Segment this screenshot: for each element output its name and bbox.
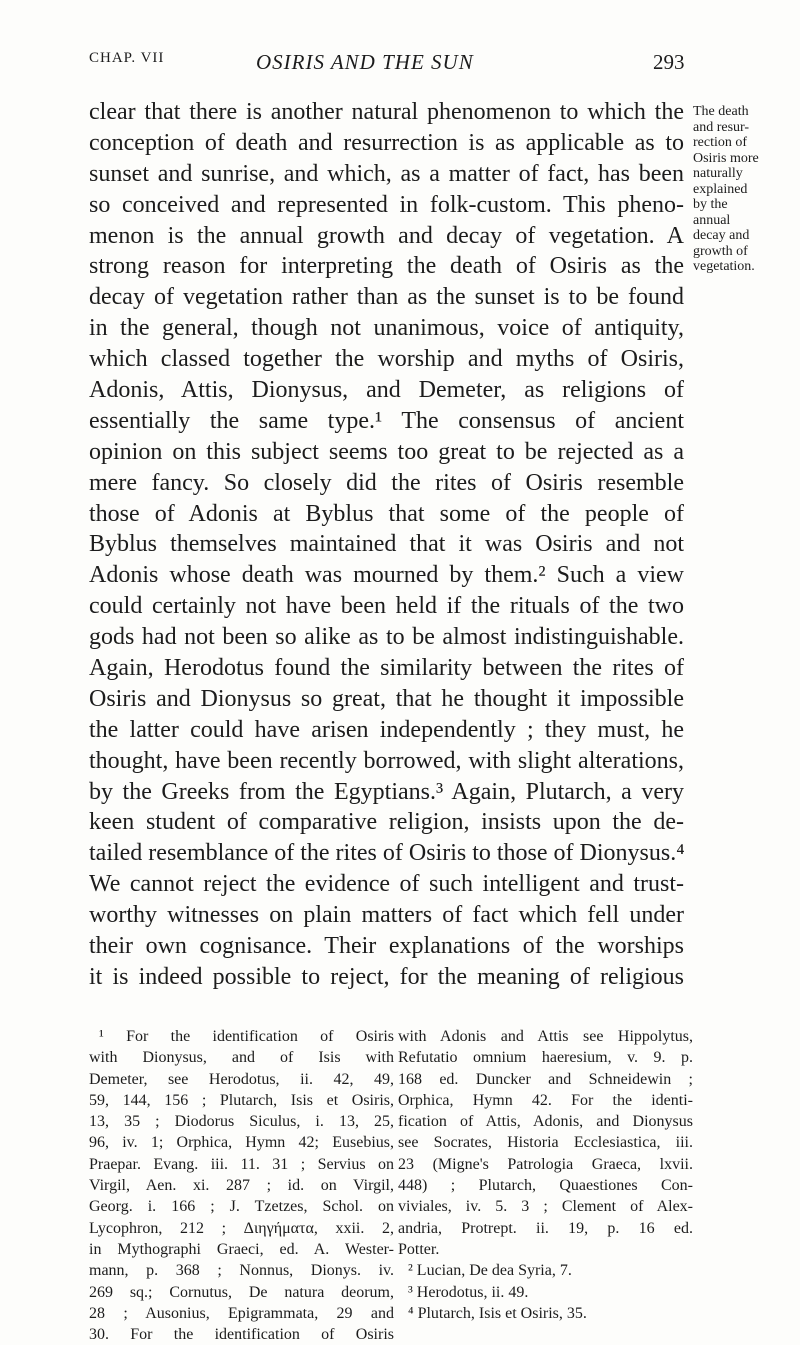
footnote-line: ³ Herodotus, ii. 49.: [408, 1283, 529, 1301]
margin-line: The death: [693, 104, 749, 119]
footnote-line: Georg. i. 166 ; J. Tzetzes, Schol. on: [89, 1198, 394, 1216]
text-line: essentially the same type.¹ The consensus of ancient: [89, 407, 684, 434]
footnote-line: 269 sq.; Cornutus, De natura deorum,: [89, 1283, 394, 1301]
footnote-line: Praepar. Evang. iii. 11. 31 ; Servius on: [89, 1155, 394, 1173]
text-line: their own cognisance. Their explanations of the worships: [89, 933, 684, 960]
text-line: Byblus themselves maintained that it was Osiris and not: [89, 531, 684, 558]
footnotes-right-column: [398, 1026, 693, 1324]
running-head-chapter: CHAP. VII: [89, 50, 165, 66]
footnote-line: with Dionysus, and of Isis with: [89, 1049, 394, 1067]
text-line: keen student of comparative religion, insists upon the de-: [89, 809, 684, 836]
page-number: 293: [653, 50, 685, 74]
marginal-note: [693, 104, 793, 275]
text-line: menon is the annual growth and decay of vegetation. A: [89, 222, 684, 249]
footnote-line: Refutatio omnium haeresium, v. 9. p.: [398, 1049, 693, 1067]
margin-line: rection of: [693, 135, 748, 150]
text-line: opinion on this subject seems too great to be rejected as a: [89, 438, 684, 465]
text-line: it is indeed possible to reject, for the meaning of religious: [89, 963, 684, 990]
margin-line: growth of: [693, 243, 748, 259]
text-line: Adonis, Attis, Dionysus, and Demeter, as religions of: [89, 377, 684, 404]
margin-line: explained: [693, 181, 748, 197]
footnote-line: Demeter, see Herodotus, ii. 42, 49,: [89, 1070, 394, 1088]
text-line: in the general, though not unanimous, voice of antiquity,: [89, 315, 684, 342]
text-line: conception of death and resurrection is as applicable as to: [89, 129, 684, 156]
footnote-line: 28 ; Ausonius, Epigrammata, 29 and: [89, 1304, 394, 1322]
margin-line: naturally: [693, 166, 743, 181]
text-line: We cannot reject the evidence of such intelligent and trust-: [89, 871, 684, 898]
text-line: mere fancy. So closely did the rites of Osiris resemble: [89, 469, 684, 496]
text-line: which classed together the worship and myths of Osiris,: [89, 346, 684, 373]
text-line: strong reason for interpreting the death of Osiris as the: [89, 253, 684, 280]
footnote-line: 448) ; Plutarch, Quaestiones Con-: [398, 1177, 693, 1195]
footnote-line: with Adonis and Attis see Hippolytus,: [398, 1028, 693, 1045]
footnote-line: 13, 35 ; Diodorus Siculus, i. 13, 25,: [89, 1113, 394, 1131]
footnote-line: Orphica, Hymn 42. For the identi-: [398, 1091, 693, 1109]
margin-line: by the: [693, 197, 728, 212]
margin-line: and resur-: [693, 119, 750, 135]
footnote-line: ² Lucian, De dea Syria, 7.: [408, 1262, 572, 1280]
footnote-line: ⁴ Plutarch, Isis et Osiris, 35.: [408, 1304, 587, 1322]
text-line: worthy witnesses on plain matters of fact which fell under: [89, 902, 684, 929]
text-line: decay of vegetation rather than as the sunset is to be found: [89, 284, 684, 311]
text-line: gods had not been so alike as to be almost indistinguishable.: [89, 624, 684, 651]
footnote-line: fication of Attis, Adonis, and Dionysus: [398, 1113, 693, 1131]
text-line: so conceived and represented in folk-custom. This pheno-: [89, 191, 684, 218]
footnote-line: 30. For the identification of Osiris: [89, 1326, 394, 1344]
footnote-line: Virgil, Aen. xi. 287 ; id. on Virgil,: [89, 1177, 394, 1195]
footnote-line: 59, 144, 156 ; Plutarch, Isis et Osiris,: [89, 1091, 394, 1109]
footnotes-left-column: [89, 1026, 394, 1345]
text-line: Again, Herodotus found the similarity between the rites of: [89, 655, 684, 682]
text-line: sunset and sunrise, and which, as a matter of fact, has been: [89, 160, 684, 187]
footnote-line: mann, p. 368 ; Nonnus, Dionys. iv.: [89, 1262, 394, 1280]
text-line: tailed resemblance of the rites of Osiris to those of Dionysus.⁴: [89, 840, 685, 867]
text-line: the latter could have arisen independently ; they must, he: [89, 716, 684, 743]
footnote-line: Potter.: [398, 1240, 440, 1258]
footnote-line: in Mythographi Graeci, ed. A. Wester-: [89, 1240, 394, 1258]
footnote-line: Lycophron, 212 ; Διηγήματα, xxii. 2,: [89, 1219, 394, 1237]
footnote-line: andria, Protrept. ii. 19, p. 16 ed.: [398, 1219, 693, 1237]
text-line: Adonis whose death was mourned by them.² Such a view: [89, 562, 684, 589]
text-line: Osiris and Dionysus so great, that he thought it impossible: [89, 685, 684, 712]
footnote-line: see Socrates, Historia Ecclesiastica, iii.: [398, 1134, 693, 1152]
text-line: could certainly not have been held if the rituals of the two: [89, 593, 684, 620]
main-text: [89, 97, 684, 993]
footnote-line: 96, iv. 1; Orphica, Hymn 42; Eusebius,: [89, 1134, 394, 1152]
text-line: clear that there is another natural phenomenon to which the: [89, 99, 684, 125]
margin-line: decay and: [693, 228, 750, 243]
margin-line: Osiris more: [693, 150, 759, 166]
margin-line: vegetation.: [693, 259, 755, 274]
text-line: those of Adonis at Byblus that some of the people of: [89, 500, 684, 527]
footnote-line: viviales, iv. 5. 3 ; Clement of Alex-: [398, 1198, 693, 1216]
margin-line: annual: [693, 212, 731, 228]
running-head-title: OSIRIS AND THE SUN: [256, 50, 474, 74]
footnote-line: 23 (Migne's Patrologia Graeca, lxvii.: [398, 1155, 693, 1173]
footnote-line: 168 ed. Duncker and Schneidewin ;: [398, 1070, 693, 1088]
text-line: by the Greeks from the Egyptians.³ Again, Plutarch, a very: [89, 778, 684, 805]
text-line: thought, have been recently borrowed, with slight alterations,: [89, 747, 684, 774]
footnote-line: ¹ For the identification of Osiris: [99, 1028, 394, 1045]
